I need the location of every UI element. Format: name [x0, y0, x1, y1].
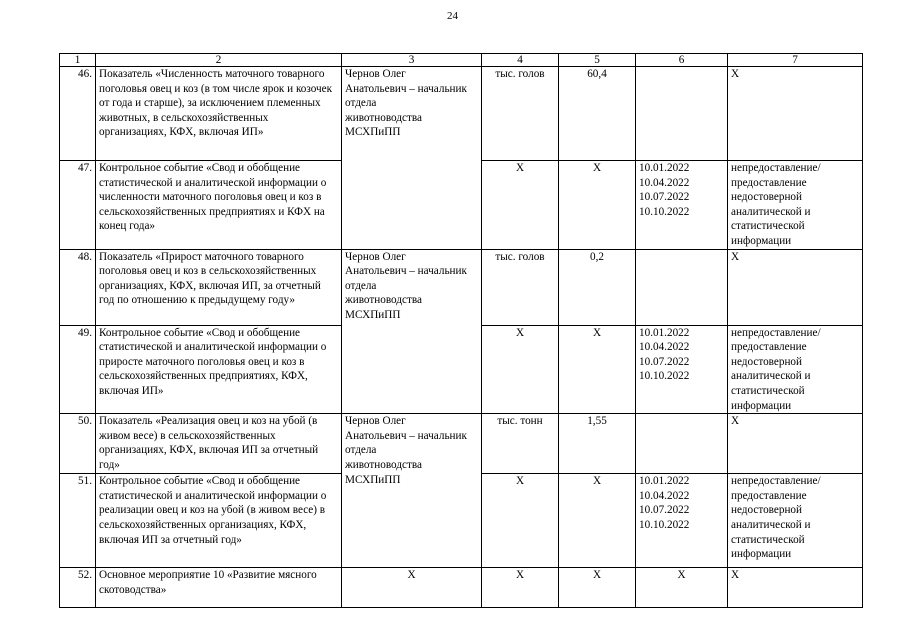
column-header: 6: [636, 54, 728, 67]
dates-cell: [636, 249, 728, 325]
note-cell: непредоставление/ предоставление недостоверной аналитической и статистической информации: [728, 474, 863, 568]
value-cell: 0,2: [559, 249, 636, 325]
note-cell: непредоставление/ предоставление недостоверной аналитической и статистической информации: [728, 161, 863, 250]
value-cell: 60,4: [559, 67, 636, 161]
row-description: Контрольное событие «Свод и обобщение статистической и аналитической информации о реализации овец и коз на убой (в живом весе) в сельскохозяйственных организациях, КФХ, включая ИП за отчетный год»: [96, 474, 342, 568]
row-description: Показатель «Численность маточного товарного поголовья овец и коз (в том числе ярок и козочек от года и старше), за исключением племенных животных, в сельскохозяйственных организациях, КФХ, включая ИП»: [96, 67, 342, 161]
table-row: [60, 67, 863, 161]
dates-cell: [636, 414, 728, 474]
column-header: 3: [342, 54, 482, 67]
unit-cell: Х: [482, 568, 559, 608]
row-description: Контрольное событие «Свод и обобщение статистической и аналитической информации о численности маточного поголовья овец и коз в сельскохозяйственных предприятиях и КФХ на конец года»: [96, 161, 342, 250]
unit-cell: тыс. голов: [482, 249, 559, 325]
row-number: 46.: [60, 67, 96, 161]
row-description: Основное мероприятие 10 «Развитие мясного скотоводства»: [96, 568, 342, 608]
note-cell: Х: [728, 249, 863, 325]
column-header: 4: [482, 54, 559, 67]
value-cell: Х: [559, 474, 636, 568]
row-number: 49.: [60, 325, 96, 414]
dates-cell: 10.01.2022 10.04.2022 10.07.2022 10.10.2022: [636, 474, 728, 568]
responsible-person: Чернов Олег Анатольевич – начальник отдела животноводства МСХПиПП: [342, 249, 482, 414]
row-description: Показатель «Прирост маточного товарного поголовья овец и коз в сельскохозяйственных организациях, КФХ, включая ИП, за отчетный год по отношению к предыдущему году»: [96, 249, 342, 325]
table-row: [60, 249, 863, 325]
note-cell: Х: [728, 568, 863, 608]
note-cell: непредоставление/ предоставление недостоверной аналитической и статистической информации: [728, 325, 863, 414]
responsible-person: Чернов Олег Анатольевич – начальник отдела животноводства МСХПиПП: [342, 67, 482, 250]
value-cell: Х: [559, 161, 636, 250]
responsible-person: Х: [342, 568, 482, 608]
dates-cell: 10.01.2022 10.04.2022 10.07.2022 10.10.2022: [636, 161, 728, 250]
value-cell: Х: [559, 325, 636, 414]
row-number: 50.: [60, 414, 96, 474]
row-number: 51.: [60, 474, 96, 568]
unit-cell: Х: [482, 325, 559, 414]
column-header: 7: [728, 54, 863, 67]
column-header: 5: [559, 54, 636, 67]
value-cell: 1,55: [559, 414, 636, 474]
note-cell: Х: [728, 67, 863, 161]
column-header: 2: [96, 54, 342, 67]
value-cell: Х: [559, 568, 636, 608]
table-header-row: [60, 54, 863, 67]
indicator-table: [59, 53, 863, 608]
column-header: 1: [60, 54, 96, 67]
unit-cell: тыс. голов: [482, 67, 559, 161]
dates-cell: 10.01.2022 10.04.2022 10.07.2022 10.10.2022: [636, 325, 728, 414]
table-row: [60, 414, 863, 474]
page-number: 24: [447, 10, 458, 22]
row-description: Показатель «Реализация овец и коз на убой (в живом весе) в сельскохозяйственных организациях, КФХ, включая ИП за отчетный год»: [96, 414, 342, 474]
row-number: 47.: [60, 161, 96, 250]
table-row: [60, 568, 863, 608]
unit-cell: тыс. тонн: [482, 414, 559, 474]
dates-cell: Х: [636, 568, 728, 608]
unit-cell: Х: [482, 474, 559, 568]
row-number: 48.: [60, 249, 96, 325]
note-cell: Х: [728, 414, 863, 474]
row-description: Контрольное событие «Свод и обобщение статистической и аналитической информации о приросте маточного поголовья овец и коз в сельскохозяйственных предприятиях, КФХ, включая ИП»: [96, 325, 342, 414]
responsible-person: Чернов Олег Анатольевич – начальник отдела животноводства МСХПиПП: [342, 414, 482, 568]
unit-cell: Х: [482, 161, 559, 250]
row-number: 52.: [60, 568, 96, 608]
dates-cell: [636, 67, 728, 161]
